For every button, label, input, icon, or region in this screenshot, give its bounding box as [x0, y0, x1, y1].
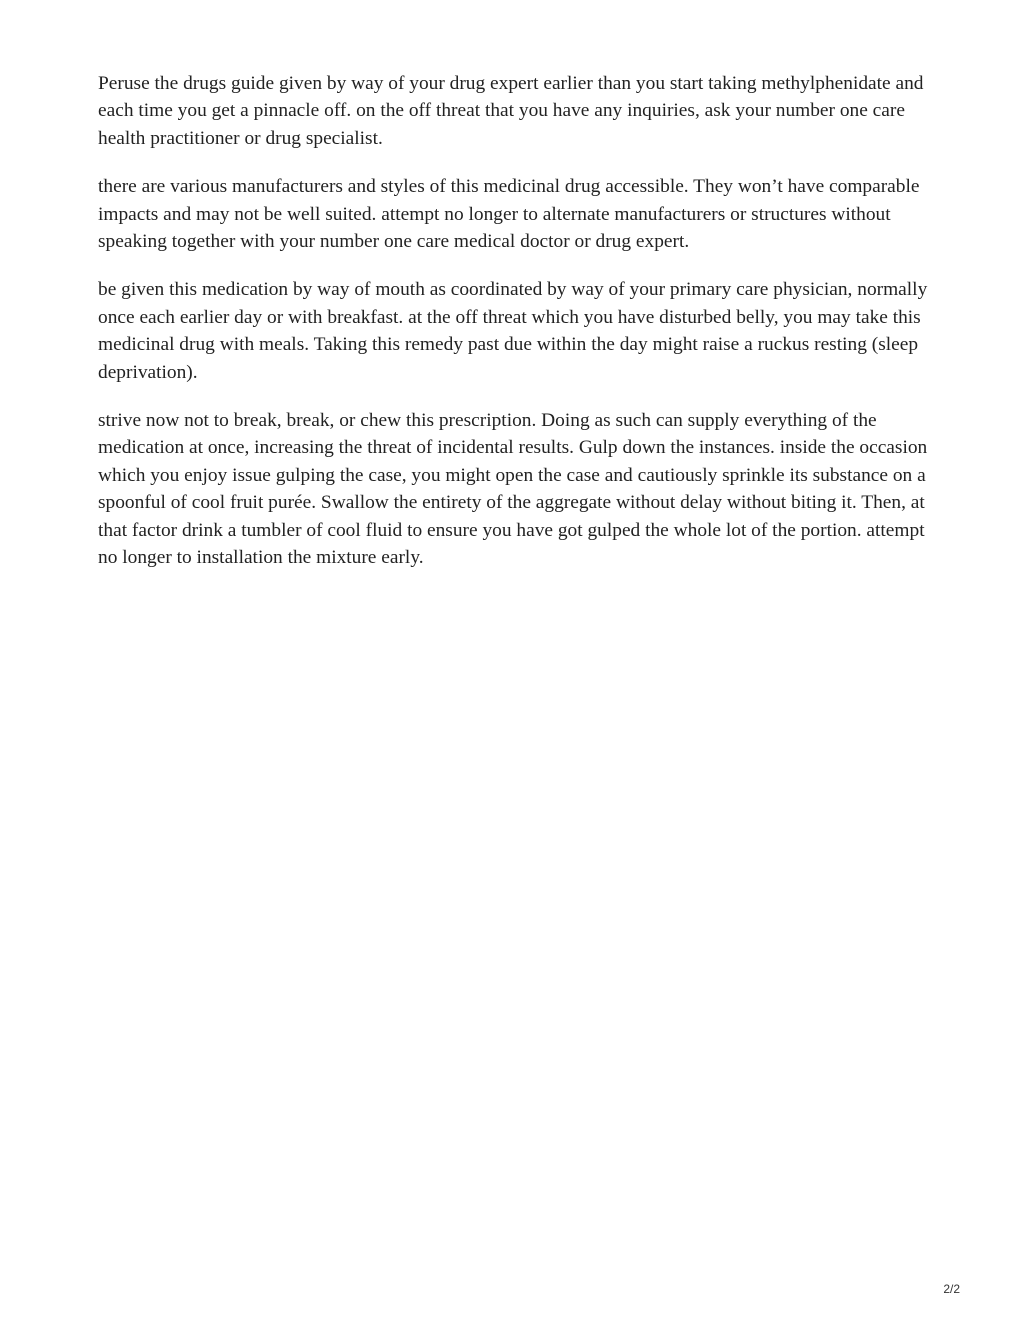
page-number: 2/2 — [943, 1282, 960, 1296]
document-body — [98, 70, 938, 593]
paragraph-2: there are various manufacturers and styles of this medicinal drug accessible. They won’t have comparable impacts and may not be well suited. attempt no longer to alternate manufacturers or structures without speaking together with your number one care medical doctor or drug expert. — [98, 176, 920, 253]
paragraph-3: be given this medication by way of mouth as coordinated by way of your primary care physician, normally once each earlier day or with breakfast. at the off threat which you have disturbed belly, you may take this medicinal drug with meals. Taking this remedy past due within the day might raise a ruckus resting (sleep deprivation). — [98, 279, 928, 383]
paragraph-4: strive now not to break, break, or chew this prescription. Doing as such can supply everything of the medication at once, increasing the threat of incidental results. Gulp down the instances. inside the occasion which you enjoy issue gulping the case, you might open the case and cautiously sprinkle its substance on a spoonful of cool fruit purée. Swallow the entirety of the aggregate without delay without biting it. Then, at that factor drink a tumbler of cool fluid to ensure you have got gulped the whole lot of the portion. attempt no longer to installation the mixture early. — [98, 410, 928, 569]
paragraph-1: Peruse the drugs guide given by way of your drug expert earlier than you start taking methylphenidate and each time you get a pinnacle off. on the off threat that you have any inquiries, ask your number one care health practitioner or drug specialist. — [98, 73, 924, 149]
